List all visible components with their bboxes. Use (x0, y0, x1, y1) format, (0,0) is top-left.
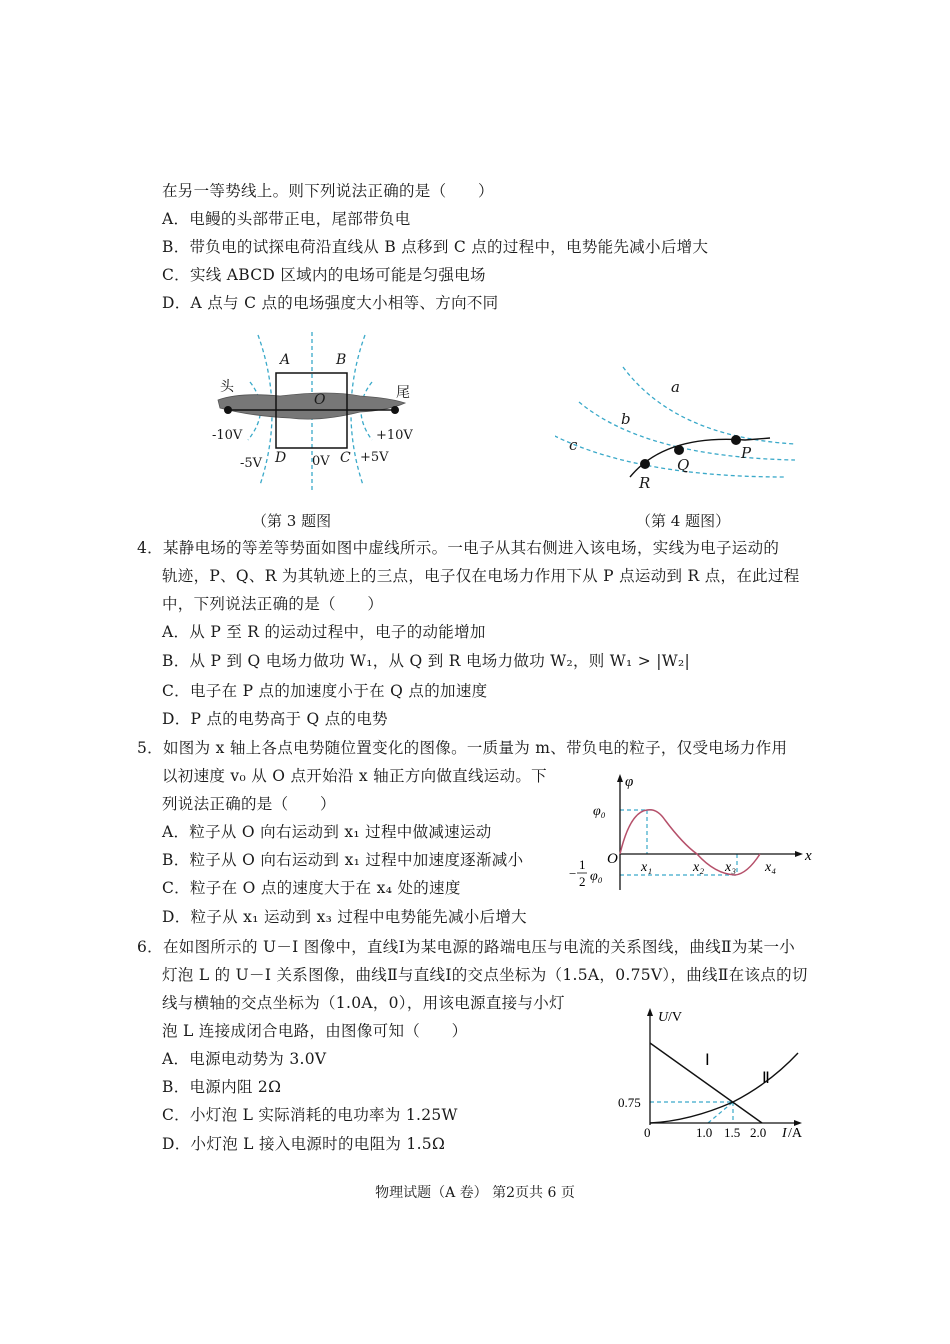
q4-stem-text: 某静电场的等差等势面如图中虚线所示。一电子从其右侧进入该电场，实线为电子运动的 (162, 539, 780, 557)
option-text: 从 P 至 R 的运动过程中，电子的动能增加 (189, 623, 486, 641)
figure-3-caption: （第 3 题图 (252, 512, 332, 530)
svg-text:/A: /A (788, 1126, 802, 1141)
option-label: D． (162, 294, 191, 312)
option-text: 小灯泡 L 接入电源时的电阻为 1.5Ω (190, 1135, 446, 1153)
option-label: A． (162, 823, 190, 841)
svg-text:U: U (658, 1010, 669, 1025)
svg-text:Ⅱ: Ⅱ (762, 1070, 770, 1087)
figure-4-trajectory (555, 362, 805, 492)
point-label-q: Q (677, 456, 690, 474)
svg-text:O: O (607, 851, 618, 867)
line-label-b: b (621, 410, 631, 428)
q5-stem-text: 如图为 x 轴上各点电势随位置变化的图像。一质量为 m、带负电的粒子，仅受电场力作用 (162, 739, 788, 757)
option-label: A． (162, 623, 190, 641)
option-text: 电源内阻 2Ω (189, 1078, 282, 1096)
option-label: D． (162, 710, 191, 728)
svg-text:−: − (569, 866, 577, 881)
option-text: 粒子在 O 点的速度大于在 x₄ 处的速度 (189, 879, 461, 897)
option-label: C． (162, 1106, 190, 1124)
q5-option-c[interactable] (162, 878, 461, 898)
q5-option-a[interactable] (162, 822, 492, 842)
option-label: B． (162, 851, 190, 869)
option-text: P 点的电势高于 Q 点的电势 (190, 710, 388, 728)
option-label: A． (162, 210, 190, 228)
q3-option-a[interactable] (162, 209, 411, 229)
potential-plus-5: +5V (360, 450, 389, 465)
option-label: D． (162, 908, 191, 926)
q3-option-c[interactable] (162, 265, 486, 285)
q4-option-c[interactable] (162, 681, 487, 701)
point-label-p: P (741, 444, 752, 462)
svg-text:Ⅰ: Ⅰ (705, 1052, 710, 1069)
q5-option-d[interactable] (162, 907, 527, 927)
q4-option-d[interactable] (162, 709, 388, 729)
u-i-chart (610, 1005, 815, 1145)
option-label: B． (162, 652, 190, 670)
q4-stem-line-2: 轨迹，P、Q、R 为其轨迹上的三点，电子仅在电场力作用下从 P 点运动到 R 点，在此过程 (162, 567, 800, 585)
svg-text:1.5: 1.5 (724, 1125, 741, 1140)
potential-zero: 0V (312, 454, 330, 469)
option-text: 实线 ABCD 区域内的电场可能是匀强电场 (189, 266, 486, 284)
option-text: 带负电的试探电荷沿直线从 B 点移到 C 点的过程中，电势能先减小后增大 (189, 238, 709, 256)
q5-stem-line-1 (137, 738, 787, 758)
head-label: 头 (220, 379, 234, 395)
q5-stem-line-3: 列说法正确的是（ ） (162, 795, 336, 813)
q3-stem-tail: 在另一等势线上。则下列说法正确的是（ ） (162, 182, 494, 200)
q6-stem-line-1 (137, 937, 795, 957)
option-text: 小灯泡 L 实际消耗的电功率为 1.25W (189, 1106, 458, 1124)
svg-text:φ₀: φ₀ (590, 869, 603, 884)
q6-option-b[interactable] (162, 1077, 281, 1097)
point-label-r: R (639, 474, 651, 492)
question-number: 6． (137, 938, 163, 956)
option-label: D． (162, 1135, 191, 1153)
option-text: 粒子从 x₁ 运动到 x₃ 过程中电势能先减小后增大 (190, 908, 527, 926)
point-label-o: O (314, 392, 326, 408)
option-label: C． (162, 682, 190, 700)
svg-text:1.0: 1.0 (696, 1125, 713, 1140)
q5-option-b[interactable] (162, 850, 523, 870)
q4-option-b[interactable] (162, 651, 690, 671)
q6-stem-text: 在如图所示的 U－I 图像中，直线Ⅰ为某电源的路端电压与电流的关系图线，曲线Ⅱ为某一小 (162, 938, 796, 956)
q4-stem-line-3: 中，下列说法正确的是（ ） (162, 595, 384, 613)
svg-text:0: 0 (644, 1125, 651, 1140)
svg-text:1: 1 (579, 857, 586, 872)
svg-text:I: I (782, 1126, 787, 1141)
question-number: 5． (137, 739, 163, 757)
svg-text:x₁: x₁ (641, 860, 653, 875)
potential-plus-10: +10V (376, 428, 413, 443)
svg-text:2: 2 (579, 874, 586, 889)
svg-text:x₃: x₃ (725, 860, 737, 875)
point-label-c: C (340, 450, 351, 466)
q3-option-b[interactable] (162, 237, 708, 257)
point-label-d: D (275, 450, 287, 466)
option-label: C． (162, 879, 190, 897)
q6-stem-line-2: 灯泡 L 的 U－I 关系图像，曲线Ⅱ与直线Ⅰ的交点坐标为（1.5A，0.75V），曲线Ⅱ在该点的切 (162, 966, 808, 984)
option-text: 电源电动势为 3.0V (189, 1050, 327, 1068)
svg-text:φ₀: φ₀ (593, 804, 606, 819)
phi-x-chart (565, 772, 815, 897)
svg-text:x₂: x₂ (693, 860, 705, 875)
q6-stem-line-4: 泡 L 连接成闭合电路，由图像可知（ ） (162, 1022, 468, 1040)
q6-stem-line-3: 线与横轴的交点坐标为（1.0A，0），用该电源直接与小灯 (162, 994, 565, 1012)
tail-label: 尾 (396, 385, 410, 401)
page-footer: 物理试题（A 卷） 第2页共 6 页 (375, 1185, 575, 1201)
potential-minus-5: -5V (240, 456, 263, 471)
option-label: A． (162, 1050, 190, 1068)
option-label: B． (162, 238, 190, 256)
line-label-c: c (569, 436, 578, 454)
q3-option-d[interactable] (162, 293, 498, 313)
q6-option-d[interactable] (162, 1134, 445, 1154)
potential-minus-10: -10V (212, 428, 243, 443)
option-text: 粒子从 O 向右运动到 x₁ 过程中加速度逐渐减小 (189, 851, 524, 869)
option-text: A 点与 C 点的电场强度大小相等、方向不同 (190, 294, 499, 312)
option-label: B． (162, 1078, 190, 1096)
svg-text:φ: φ (625, 774, 634, 790)
figure-4-caption: （第 4 题图） (636, 512, 731, 530)
option-text: 从 P 到 Q 电场力做功 W₁，从 Q 到 R 电场力做功 W₂，则 W₁ > |W₂| (189, 652, 691, 670)
line-label-a: a (671, 378, 680, 396)
svg-text:x₄: x₄ (765, 860, 777, 875)
svg-text:/V: /V (668, 1010, 682, 1025)
svg-text:x: x (805, 848, 812, 864)
q6-option-c[interactable] (162, 1105, 458, 1125)
q4-stem-line-1 (137, 538, 779, 558)
q5-stem-line-2: 以初速度 v₀ 从 O 点开始沿 x 轴正方向做直线运动。下 (162, 767, 547, 785)
svg-text:2.0: 2.0 (750, 1125, 767, 1140)
option-label: C． (162, 266, 190, 284)
figure-3-eel-field (200, 330, 440, 500)
svg-text:0.75: 0.75 (618, 1095, 641, 1110)
q4-option-a[interactable] (162, 622, 486, 642)
point-label-b: B (336, 352, 347, 368)
question-number: 4． (137, 539, 163, 557)
option-text: 粒子从 O 向右运动到 x₁ 过程中做减速运动 (189, 823, 492, 841)
option-text: 电鳗的头部带正电，尾部带负电 (189, 210, 411, 228)
option-text: 电子在 P 点的加速度小于在 Q 点的加速度 (189, 682, 488, 700)
point-label-a: A (280, 352, 291, 368)
q6-option-a[interactable] (162, 1049, 326, 1069)
